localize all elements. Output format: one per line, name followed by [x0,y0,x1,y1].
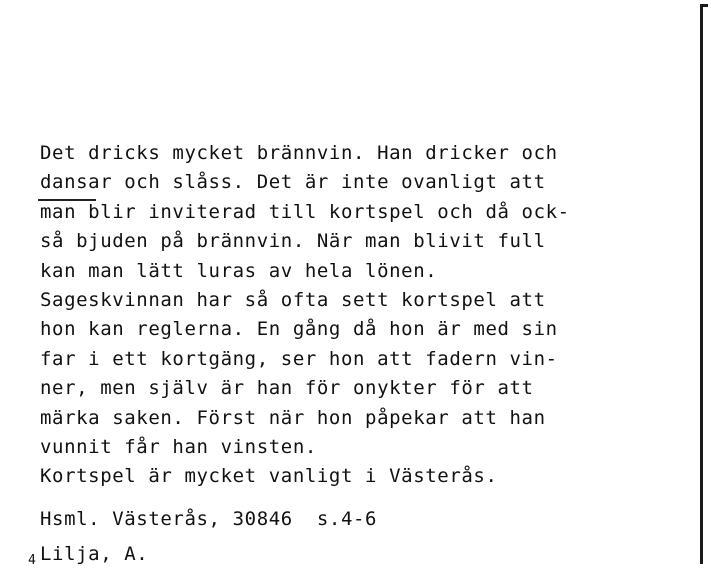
text-line: dansar och slåss. Det är inte ovanligt att [40,171,546,194]
text-line: kan man lätt luras av hela lönen. [40,259,438,282]
text-line: ner, men själv är han för onykter för att [40,377,534,400]
text-line: Det dricks mycket brännvin. Han dricker och [40,142,558,164]
card-edge-line [700,4,703,564]
text-line: hon kan reglerna. En gång då hon är med sin [40,318,558,341]
author-name: Lilja, A. [40,543,149,565]
text-line: man blir inviterad till kortspel och då ock- [40,200,570,223]
source-citation: Hsml. Västerås, 30846 s.4-6 [40,508,378,530]
text-line: märka saken. Först när hon påpekar att han [40,406,546,429]
text-line: Sageskvinnan har så ofta sett kortspel att [40,288,546,311]
margin-number: 4 [28,553,36,568]
card-body-text [40,139,570,492]
text-line: Kortspel är mycket vanligt i Västerås. [40,465,498,488]
text-line: far i ett kortgäng, ser hon att fadern vin- [40,347,558,370]
text-line: så bjuden på brännvin. När man blivit full [40,230,546,253]
handwritten-underline [38,199,96,201]
text-line: vunnit får han vinsten. [40,435,317,458]
